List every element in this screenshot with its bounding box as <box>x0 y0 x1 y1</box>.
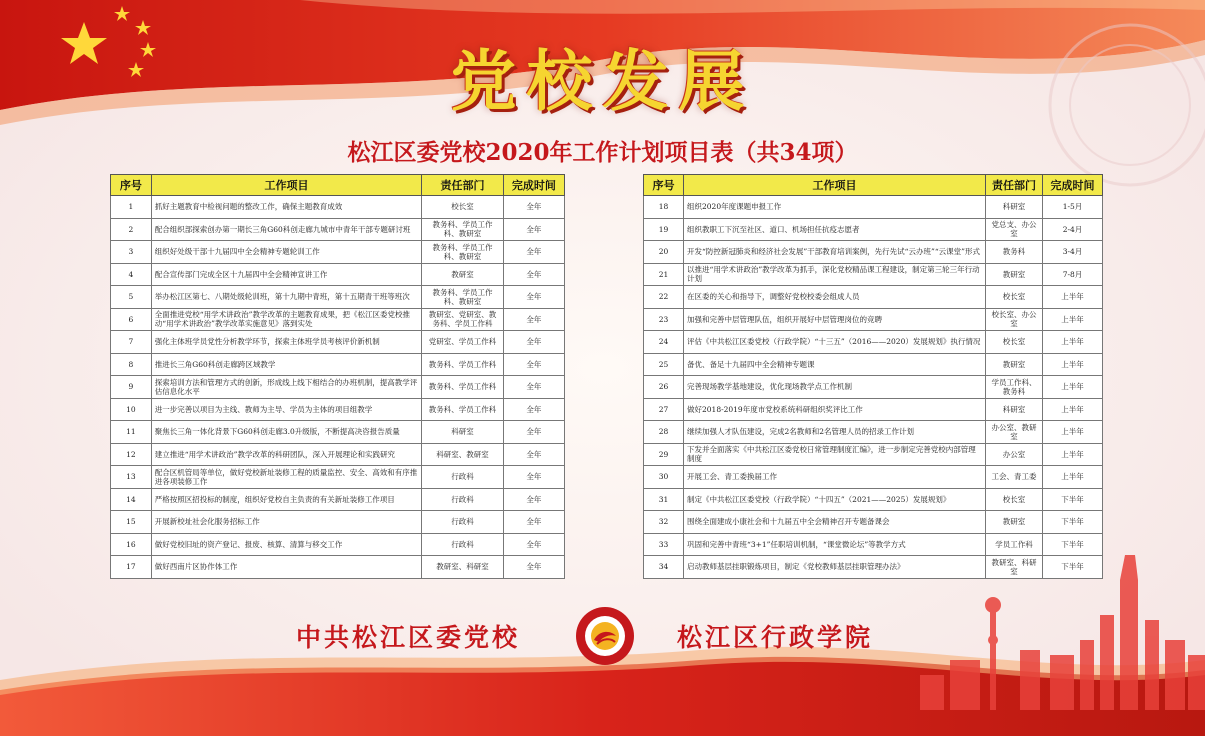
cell-no: 31 <box>644 488 684 511</box>
cell-item: 启动教师基层挂职锻炼项目，制定《党校教师基层挂职管理办法》 <box>684 556 986 579</box>
cell-time: 上半年 <box>1043 286 1103 309</box>
col-header-time: 完成时间 <box>1043 175 1103 196</box>
table-row <box>644 376 1103 399</box>
col-header-dept: 责任部门 <box>986 175 1043 196</box>
cell-item: 开展工会、青工委换届工作 <box>684 466 986 489</box>
cell-dept: 教研室 <box>986 353 1043 376</box>
table-row <box>644 241 1103 264</box>
cell-item: 下发并全面落实《中共松江区委党校日常管理制度汇编》，进一步制定完善党校内部管理制度 <box>684 443 986 466</box>
cell-dept: 教研室、党研室、教务科、学员工作科 <box>422 308 504 331</box>
table-row <box>644 308 1103 331</box>
cell-item: 围绕全面建成小康社会和十九届五中全会精神召开专题备课会 <box>684 511 986 534</box>
cell-item: 做好党校旧址的资产登记、报废、核算、清算与移交工作 <box>151 533 421 556</box>
cell-no: 21 <box>644 263 684 286</box>
cell-item: 做好西南片区协作体工作 <box>151 556 421 579</box>
col-header-no: 序号 <box>644 175 684 196</box>
cell-time: 全年 <box>503 556 564 579</box>
table-row <box>111 218 565 241</box>
page-subtitle: 松江区委党校2020年工作计划项目表（共34项） <box>347 139 858 166</box>
cell-no: 8 <box>111 353 152 376</box>
table-row <box>644 443 1103 466</box>
table-row <box>111 241 565 264</box>
cell-no: 27 <box>644 398 684 421</box>
cell-time: 3-4月 <box>1043 241 1103 264</box>
col-header-item: 工作项目 <box>151 175 421 196</box>
table-row <box>111 488 565 511</box>
table-row <box>111 376 565 399</box>
cell-time: 上半年 <box>1043 443 1103 466</box>
cell-dept: 行政科 <box>422 511 504 534</box>
cell-item: 举办松江区第七、八期处级轮训班，第十九期中青班，第十五期青干班等班次 <box>151 286 421 309</box>
cell-item: 组织教职工下沉至社区、道口、机场担任抗疫志愿者 <box>684 218 986 241</box>
table-row <box>111 308 565 331</box>
cell-time: 全年 <box>503 421 564 444</box>
cell-dept: 教研室 <box>986 263 1043 286</box>
cell-no: 16 <box>111 533 152 556</box>
cell-time: 下半年 <box>1043 556 1103 579</box>
cell-no: 12 <box>111 443 152 466</box>
cell-no: 25 <box>644 353 684 376</box>
cell-time: 上半年 <box>1043 353 1103 376</box>
cell-item: 组织2020年度课题申报工作 <box>684 196 986 219</box>
cell-time: 下半年 <box>1043 511 1103 534</box>
table-row <box>644 466 1103 489</box>
cell-time: 下半年 <box>1043 533 1103 556</box>
cell-item: 配合宣传部门完成全区十九届四中全会精神宣讲工作 <box>151 263 421 286</box>
cell-time: 全年 <box>503 466 564 489</box>
cell-item: 开展新校址社会化服务招标工作 <box>151 511 421 534</box>
cell-dept: 教务科、学员工作科、教研室 <box>422 241 504 264</box>
cell-no: 33 <box>644 533 684 556</box>
cell-no: 28 <box>644 421 684 444</box>
table-row <box>644 353 1103 376</box>
table-row <box>644 218 1103 241</box>
cell-time: 上半年 <box>1043 331 1103 354</box>
cell-dept: 行政科 <box>422 533 504 556</box>
cell-dept: 教研室、科研室 <box>422 556 504 579</box>
cell-time: 全年 <box>503 443 564 466</box>
cell-time: 全年 <box>503 196 564 219</box>
table-row <box>644 196 1103 219</box>
cell-time: 全年 <box>503 286 564 309</box>
cell-time: 全年 <box>503 376 564 399</box>
cell-dept: 教务科、学员工作科、教研室 <box>422 286 504 309</box>
cell-item: 做好2018-2019年度市党校系统科研组织奖评比工作 <box>684 398 986 421</box>
cell-time: 全年 <box>503 331 564 354</box>
col-header-time: 完成时间 <box>503 175 564 196</box>
table-row <box>111 556 565 579</box>
cell-time: 全年 <box>503 488 564 511</box>
cell-no: 4 <box>111 263 152 286</box>
cell-time: 上半年 <box>1043 421 1103 444</box>
table-row <box>111 286 565 309</box>
cell-item: 严格按照区招投标的制度，组织好党校自主负责的有关新址装修工作项目 <box>151 488 421 511</box>
cell-dept: 教务科、学员工作科 <box>422 398 504 421</box>
table-row <box>644 398 1103 421</box>
cell-no: 32 <box>644 511 684 534</box>
cell-item: 强化主体班学员党性分析教学环节，探索主体班学员考核评价新机制 <box>151 331 421 354</box>
cell-dept: 科研室 <box>986 196 1043 219</box>
col-header-item: 工作项目 <box>684 175 986 196</box>
page-title: 党校发展 <box>450 43 755 120</box>
cell-dept: 校长室、办公室 <box>986 308 1043 331</box>
table-row <box>111 331 565 354</box>
cell-time: 全年 <box>503 353 564 376</box>
cell-time: 7-8月 <box>1043 263 1103 286</box>
table-row <box>644 263 1103 286</box>
cell-time: 全年 <box>503 511 564 534</box>
cell-time: 上半年 <box>1043 308 1103 331</box>
cell-no: 30 <box>644 466 684 489</box>
cell-item: 评估《中共松江区委党校（行政学院）“十三五”（2016——2020）发展规划》执行情况 <box>684 331 986 354</box>
table-row <box>111 443 565 466</box>
cell-dept: 办公室、教研室 <box>986 421 1043 444</box>
table-row <box>644 533 1103 556</box>
cell-no: 9 <box>111 376 152 399</box>
cell-no: 11 <box>111 421 152 444</box>
cell-dept: 教研室 <box>422 263 504 286</box>
cell-time: 上半年 <box>1043 376 1103 399</box>
cell-item: 建立推进“用学术讲政治”教学改革的科研团队，深入开展理论和实践研究 <box>151 443 421 466</box>
cell-item: 探索培训方法和管理方式的创新，形成线上线下相结合的办班机制，提高教学评估信息化水平 <box>151 376 421 399</box>
cell-item: 配合区机管局等单位，做好党校新址装修工程的质量监控、安全、高效和有序推进各项装修工作 <box>151 466 421 489</box>
cell-item: 制定《中共松江区委党校（行政学院）“十四五”（2021——2025）发展规划》 <box>684 488 986 511</box>
cell-item: 组织好处级干部十九届四中全会精神专题轮训工作 <box>151 241 421 264</box>
plan-table-right <box>643 174 1103 579</box>
cell-item: 抓好主题教育中检视问题的整改工作，确保主题教育成效 <box>151 196 421 219</box>
cell-time: 上半年 <box>1043 398 1103 421</box>
table-row <box>644 488 1103 511</box>
cell-no: 19 <box>644 218 684 241</box>
table-row <box>111 533 565 556</box>
cell-no: 24 <box>644 331 684 354</box>
cell-dept: 党总支、办公室 <box>986 218 1043 241</box>
cell-item: 继续加强人才队伍建设，完成2名教师和2名管理人员的招录工作计划 <box>684 421 986 444</box>
cell-item: 完善现场教学基地建设，优化现场教学点工作机制 <box>684 376 986 399</box>
cell-no: 18 <box>644 196 684 219</box>
table-row <box>644 421 1103 444</box>
table-header-row <box>111 175 565 196</box>
cell-item: 全面推进党校“用学术讲政治”教学改革的主题教育成果，把《松江区委党校推动“用学术讲政治”教学改革实施意见》落到实处 <box>151 308 421 331</box>
table-row <box>644 511 1103 534</box>
col-header-no: 序号 <box>111 175 152 196</box>
table-header-row <box>644 175 1103 196</box>
table-row <box>111 196 565 219</box>
cell-dept: 教务科、学员工作科 <box>422 353 504 376</box>
cell-no: 20 <box>644 241 684 264</box>
cell-no: 5 <box>111 286 152 309</box>
cell-no: 2 <box>111 218 152 241</box>
cell-item: 以推进“用学术讲政治”教学改革为抓手，深化党校精品课工程建设，制定第三轮三年行动计划 <box>684 263 986 286</box>
cell-item: 聚焦长三角一体化背景下G60科创走廊3.0升级版，不断提高决咨报告质量 <box>151 421 421 444</box>
cell-no: 29 <box>644 443 684 466</box>
table-row <box>644 331 1103 354</box>
cell-item: 备优、备足十九届四中全会精神专题课 <box>684 353 986 376</box>
cell-time: 全年 <box>503 218 564 241</box>
cell-dept: 行政科 <box>422 488 504 511</box>
cell-dept: 教务科 <box>986 241 1043 264</box>
cell-dept: 科研室 <box>422 421 504 444</box>
cell-no: 14 <box>111 488 152 511</box>
cell-dept: 学员工作科、教务科 <box>986 376 1043 399</box>
cell-dept: 办公室 <box>986 443 1043 466</box>
cell-dept: 学员工作科 <box>986 533 1043 556</box>
cell-item: 在区委的关心和指导下，调整好党校校委会组成人员 <box>684 286 986 309</box>
cell-time: 1-5月 <box>1043 196 1103 219</box>
cell-no: 10 <box>111 398 152 421</box>
cell-time: 全年 <box>503 398 564 421</box>
cell-time: 全年 <box>503 241 564 264</box>
cell-time: 全年 <box>503 263 564 286</box>
cell-no: 17 <box>111 556 152 579</box>
cell-dept: 校长室 <box>986 488 1043 511</box>
cell-no: 22 <box>644 286 684 309</box>
cell-dept: 党研室、学员工作科 <box>422 331 504 354</box>
cell-item: 巩固和完善中青班“3+1”任职培训机制，“课堂微论坛”等教学方式 <box>684 533 986 556</box>
cell-dept: 校长室 <box>986 331 1043 354</box>
cell-dept: 教研室 <box>986 511 1043 534</box>
cell-time: 全年 <box>503 308 564 331</box>
cell-dept: 校长室 <box>422 196 504 219</box>
table-row <box>111 466 565 489</box>
cell-item: 开发“防控新冠肺炎和经济社会发展”干部教育培训案例，先行先试“云办班”“云课堂”形式 <box>684 241 986 264</box>
table-row <box>111 398 565 421</box>
cell-time: 上半年 <box>1043 466 1103 489</box>
table-row <box>111 353 565 376</box>
footer-administrative-college: 松江区行政学院 <box>677 623 874 652</box>
cell-no: 3 <box>111 241 152 264</box>
table-row <box>644 556 1103 579</box>
col-header-dept: 责任部门 <box>422 175 504 196</box>
cell-item: 配合组织部探索创办第一期长三角G60科创走廊九城市中青年干部专题研讨班 <box>151 218 421 241</box>
cell-item: 加强和完善中层管理队伍，组织开展好中层管理岗位的竞聘 <box>684 308 986 331</box>
cell-no: 26 <box>644 376 684 399</box>
cell-time: 2-4月 <box>1043 218 1103 241</box>
cell-dept: 行政科 <box>422 466 504 489</box>
cell-no: 7 <box>111 331 152 354</box>
table-row <box>111 511 565 534</box>
cell-no: 13 <box>111 466 152 489</box>
cell-dept: 教务科、学员工作科 <box>422 376 504 399</box>
table-row <box>111 421 565 444</box>
table-row <box>644 286 1103 309</box>
cell-item: 进一步完善以项目为主线、教师为主导、学员为主体的项目组教学 <box>151 398 421 421</box>
cell-no: 23 <box>644 308 684 331</box>
cell-no: 6 <box>111 308 152 331</box>
party-school-emblem-icon <box>575 606 635 666</box>
cell-no: 34 <box>644 556 684 579</box>
cell-no: 15 <box>111 511 152 534</box>
cell-dept: 教研室、科研室 <box>986 556 1043 579</box>
footer-party-school: 中共松江区委党校 <box>296 623 521 652</box>
cell-time: 下半年 <box>1043 488 1103 511</box>
cell-dept: 科研室、教研室 <box>422 443 504 466</box>
cell-dept: 科研室 <box>986 398 1043 421</box>
cell-dept: 教务科、学员工作科、教研室 <box>422 218 504 241</box>
plan-table-left <box>110 174 565 579</box>
cell-time: 全年 <box>503 533 564 556</box>
cell-dept: 校长室 <box>986 286 1043 309</box>
table-row <box>111 263 565 286</box>
cell-no: 1 <box>111 196 152 219</box>
cell-item: 推进长三角G60科创走廊跨区域教学 <box>151 353 421 376</box>
cell-dept: 工会、青工委 <box>986 466 1043 489</box>
